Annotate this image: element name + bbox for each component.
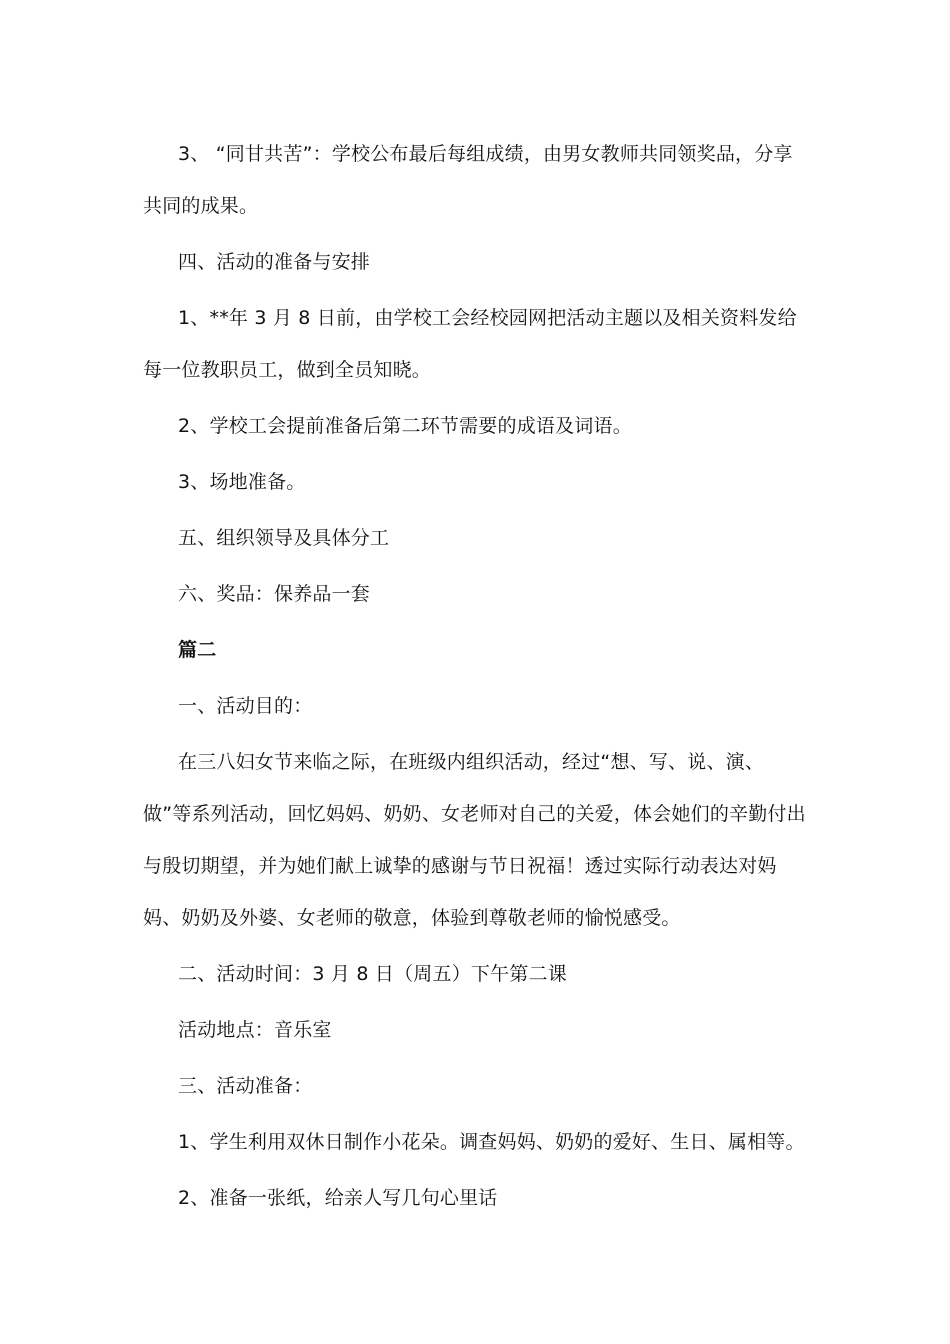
paragraph-competition-result: 3、 “同甘共苦”：学校公布最后每组成绩，由男女教师共同领奖品，分享共同的成果。 [143, 143, 793, 217]
paragraph-flower-survey: 1、学生利用双休日制作小花朵。调查妈妈、奶奶的爱好、生日、属相等。 [178, 1131, 805, 1153]
section-heading-preparation: 四、活动的准备与安排 [178, 251, 371, 273]
paragraph-venue-prepare: 3、场地准备。 [178, 471, 306, 493]
paragraph-location: 活动地点：音乐室 [178, 1019, 332, 1041]
section-heading-prizes: 六、奖品：保养品一套 [178, 583, 371, 605]
section-heading-purpose: 一、活动目的： [178, 695, 313, 717]
paragraph-letter: 2、准备一张纸，给亲人写几句心里话 [178, 1187, 498, 1209]
section-heading-materials: 三、活动准备： [178, 1075, 313, 1097]
part-two-heading: 篇二 [178, 639, 217, 661]
section-heading-organization: 五、组织领导及具体分工 [178, 527, 390, 549]
section-heading-time: 二、活动时间：3 月 8 日（周五）下午第二课 [178, 963, 567, 985]
paragraph-purpose-body: 在三八妇女节来临之际，在班级内组织活动，经过“想、写、说、演、做”等系列活动，回忆妈妈、奶奶、女老师对自己的关爱，体会她们的辛勤付出与殷切期望，并为她们献上诚挚的感谢与节日祝福！透过实际行动表达对妈妈、奶奶及外婆、女老师的敬意，体验到尊敬老师的愉悦感受。 [143, 751, 806, 929]
document-body [143, 128, 808, 1224]
paragraph-notice-staff: 1、**年 3 月 8 日前，由学校工会经校园网把活动主题以及相关资料发给每一位教职员工，做到全员知晓。 [143, 307, 797, 381]
paragraph-union-prepare: 2、学校工会提前准备后第二环节需要的成语及词语。 [178, 415, 632, 437]
